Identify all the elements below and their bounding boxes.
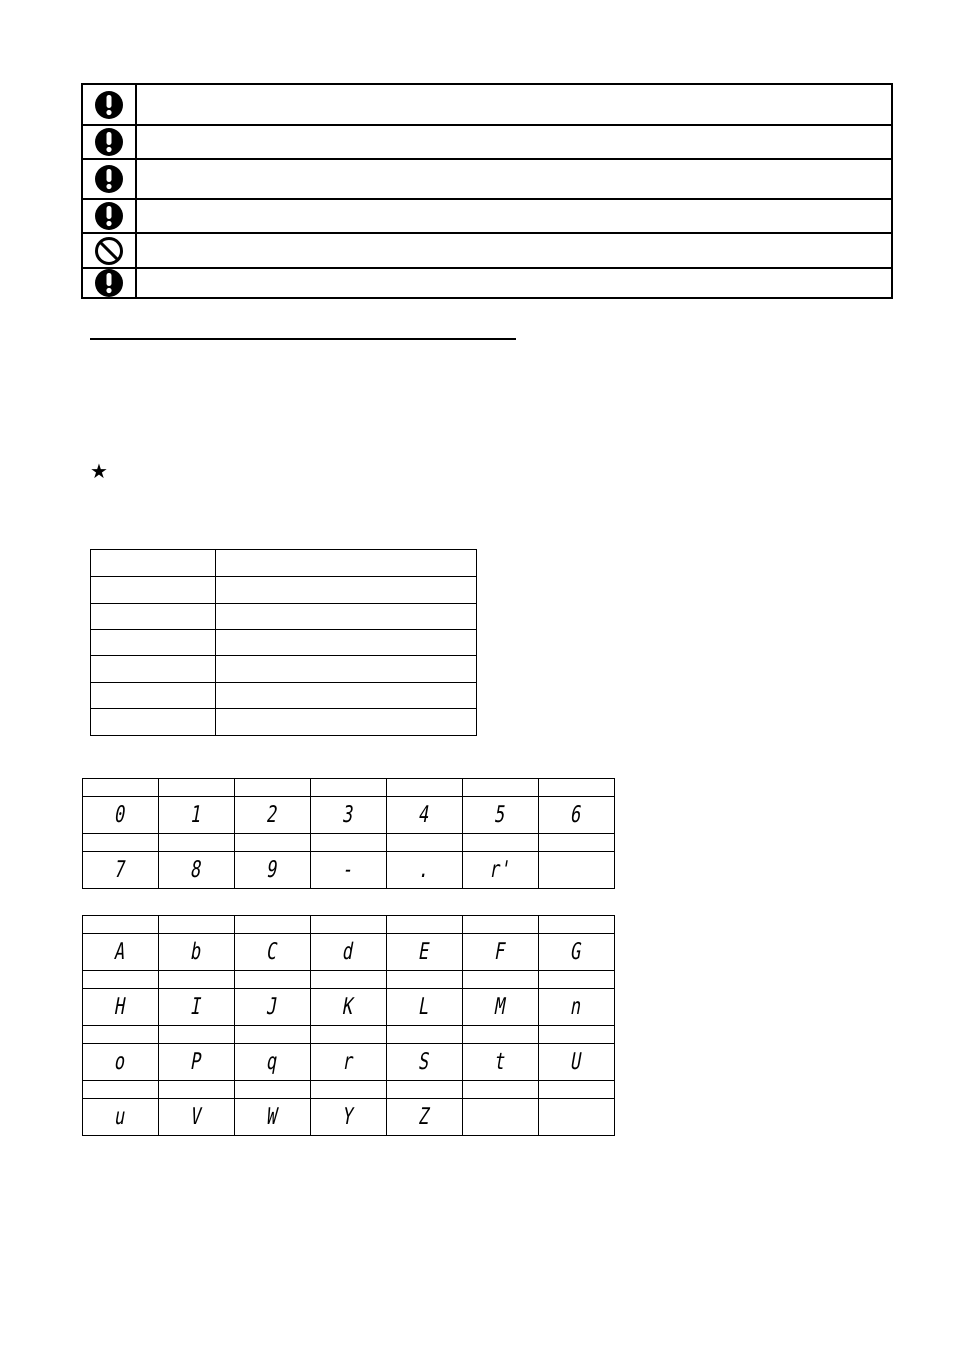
char-label: [83, 779, 159, 797]
char-label: [463, 971, 539, 989]
segment-glyph: I: [188, 993, 205, 1021]
char-label: [83, 1026, 159, 1044]
char-label: [83, 916, 159, 934]
caution-text: [143, 269, 883, 297]
char-label: [235, 779, 311, 797]
caution-row: [83, 232, 891, 267]
table-row: [83, 1044, 615, 1081]
exclamation-icon: [94, 127, 124, 157]
char-label: [539, 971, 615, 989]
char-label: [83, 971, 159, 989]
segment-glyph: 3: [340, 801, 357, 829]
segment-glyph: 0: [112, 801, 129, 829]
char-label: [311, 1081, 387, 1099]
caution-text: [143, 85, 883, 124]
caution-row: [83, 85, 891, 124]
segment-glyph: Z: [416, 1103, 433, 1131]
section-heading-underline: [90, 338, 516, 340]
char-label: [159, 916, 235, 934]
table-row: [83, 852, 615, 889]
char-label: [387, 779, 463, 797]
star-note-text: [116, 462, 876, 482]
char-label: [311, 971, 387, 989]
caution-row: [83, 198, 891, 232]
table-row: [83, 834, 615, 852]
segment-glyph: S: [416, 1048, 433, 1076]
char-label: [387, 971, 463, 989]
small-table: [90, 549, 477, 736]
char-label: [539, 1081, 615, 1099]
segment-glyph: d: [340, 938, 357, 966]
char-label: [83, 834, 159, 852]
char-label: [463, 834, 539, 852]
segment-glyph: 6: [568, 801, 585, 829]
caution-row: [83, 158, 891, 198]
char-label: [159, 1026, 235, 1044]
table-row: [83, 1081, 615, 1099]
segment-glyph: .: [416, 856, 433, 884]
char-label: [159, 1081, 235, 1099]
segment-glyph: 1: [188, 801, 205, 829]
table-row: [83, 934, 615, 971]
segment-glyph: u: [112, 1103, 129, 1131]
char-label: [235, 1026, 311, 1044]
exclamation-icon: [94, 201, 124, 231]
segment-glyph: 5: [492, 801, 509, 829]
segment-glyph: U: [568, 1048, 585, 1076]
char-label: [387, 1081, 463, 1099]
char-label: [539, 834, 615, 852]
segment-glyph: W: [264, 1103, 281, 1131]
segment-glyph: H: [112, 993, 129, 1021]
exclamation-icon: [94, 268, 124, 298]
section-paragraph: [90, 360, 870, 440]
caution-text: [143, 160, 883, 198]
table-row: [83, 779, 615, 797]
char-label: [311, 834, 387, 852]
char-label: [235, 834, 311, 852]
char-label: [159, 779, 235, 797]
char-label: [83, 1081, 159, 1099]
char-label: [463, 1026, 539, 1044]
segment-glyph: K: [340, 993, 357, 1021]
segment-glyph: t: [492, 1048, 509, 1076]
table-row: [83, 971, 615, 989]
caution-box: [81, 83, 893, 299]
display-letter-table: [82, 915, 615, 1136]
star-icon: ★: [90, 461, 108, 483]
segment-glyph: n: [568, 993, 585, 1021]
char-label: [159, 971, 235, 989]
table-row: [83, 1026, 615, 1044]
table-row: [83, 1099, 615, 1136]
char-label: [311, 916, 387, 934]
char-label: [159, 834, 235, 852]
segment-glyph: b: [188, 938, 205, 966]
char-label: [235, 1081, 311, 1099]
segment-glyph: L: [416, 993, 433, 1021]
segment-glyph: q: [264, 1048, 281, 1076]
char-label: [387, 1026, 463, 1044]
segment-glyph: 8: [188, 856, 205, 884]
char-label: [539, 916, 615, 934]
segment-glyph: V: [188, 1103, 205, 1131]
caution-text: [143, 200, 883, 232]
segment-glyph: 4: [416, 801, 433, 829]
exclamation-icon: [94, 90, 124, 120]
segment-glyph: r: [340, 1048, 357, 1076]
segment-glyph: 2: [264, 801, 281, 829]
segment-glyph: G: [568, 938, 585, 966]
caution-row: [83, 124, 891, 158]
char-label: [387, 834, 463, 852]
caution-row: [83, 267, 891, 297]
segment-glyph: 7: [112, 856, 129, 884]
char-label: [463, 1081, 539, 1099]
char-label: [387, 916, 463, 934]
char-label: [539, 1026, 615, 1044]
char-label: [539, 779, 615, 797]
segment-glyph: Y: [340, 1103, 357, 1131]
char-label: [235, 971, 311, 989]
segment-glyph: C: [264, 938, 281, 966]
table-row: [83, 797, 615, 834]
segment-glyph: -: [340, 856, 357, 884]
table-row: [83, 989, 615, 1026]
char-label: [235, 916, 311, 934]
display-digit-table: [82, 778, 615, 889]
segment-glyph: F: [492, 938, 509, 966]
segment-glyph: M: [492, 993, 509, 1021]
caution-text: [143, 126, 883, 158]
char-label: [463, 916, 539, 934]
segment-glyph: E: [416, 938, 433, 966]
char-label: [311, 779, 387, 797]
char-label: [463, 779, 539, 797]
table-row: [83, 916, 615, 934]
prohibition-icon: [94, 236, 124, 266]
segment-glyph: A: [112, 938, 129, 966]
section-heading: [90, 318, 516, 336]
segment-glyph: J: [264, 993, 281, 1021]
segment-glyph: r': [487, 856, 514, 884]
exclamation-icon: [94, 164, 124, 194]
caution-text: [143, 234, 883, 267]
segment-glyph: o: [112, 1048, 129, 1076]
segment-glyph: 9: [264, 856, 281, 884]
segment-glyph: P: [188, 1048, 205, 1076]
char-label: [311, 1026, 387, 1044]
